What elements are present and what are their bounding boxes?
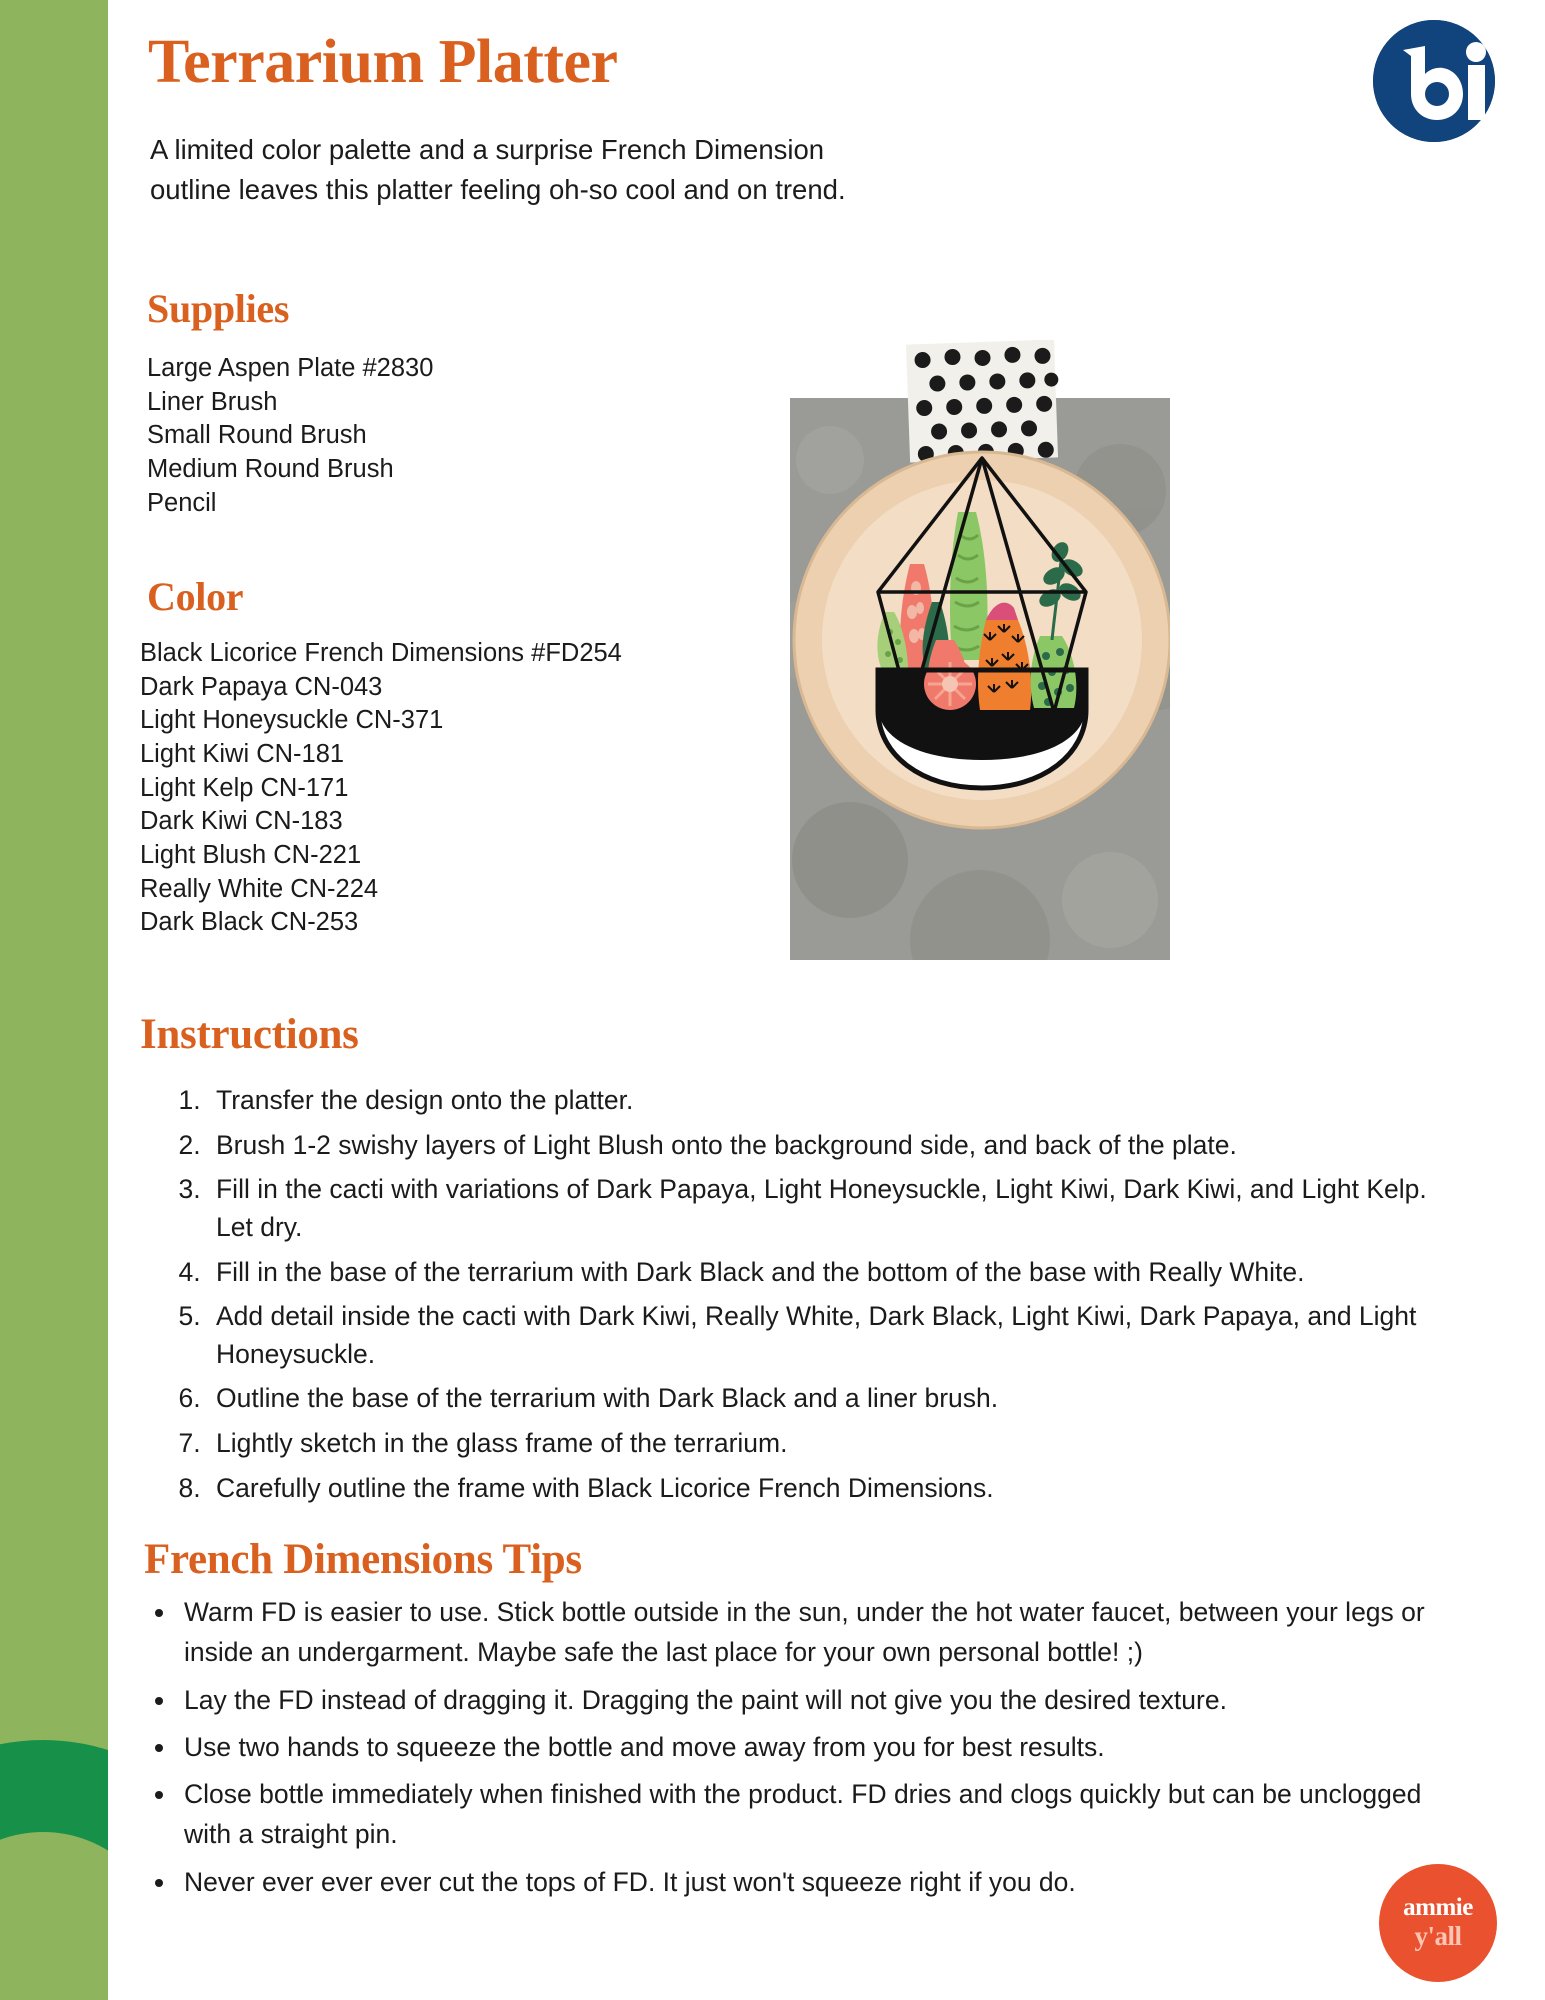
instruction-step: 6. Outline the base of the terrarium with Dark Black and a liner brush. (208, 1380, 1448, 1418)
instruction-step: 5. Add detail inside the cacti with Dark Kiwi, Really White, Dark Black, Light Kiwi, Dark Papaya, and Light Honeysuckle. (208, 1298, 1448, 1373)
fd-tip-item: • Warm FD is easier to use. Stick bottle outside in the sun, under the hot water faucet, between your legs or inside an undergarment. Maybe safe the last place for your own personal bottle! ;) (178, 1592, 1448, 1673)
supplies-heading: Supplies (147, 286, 290, 331)
supplies-item: Liner Brush (147, 387, 278, 416)
ammie-yall-logo (1379, 1864, 1497, 1982)
project-photo (790, 340, 1170, 960)
supplies-list (147, 352, 433, 520)
ammie-logo-line1: ammie (1403, 1894, 1473, 1922)
fd-tip-item: • Close bottle immediately when finished with the product. FD dries and clogs quickly but can be unclogged with a straight pin. (178, 1774, 1448, 1855)
instruction-step: 3. Fill in the cacti with variations of Dark Papaya, Light Honeysuckle, Light Kiwi, Dark Kiwi, and Light Kelp. Let dry. (208, 1171, 1448, 1246)
instruction-step: 8. Carefully outline the frame with Black Licorice French Dimensions. (208, 1470, 1448, 1508)
instruction-step: 4. Fill in the base of the terrarium with Dark Black and the bottom of the base with Really White. (208, 1254, 1448, 1292)
instruction-step: 2. Brush 1-2 swishy layers of Light Blush onto the background side, and back of the plate. (208, 1127, 1448, 1165)
instructions-heading: Instructions (140, 1011, 359, 1058)
instruction-step: 1. Transfer the design onto the platter. (208, 1082, 1448, 1120)
bi-logo-icon (1373, 20, 1495, 142)
color-list (140, 637, 622, 940)
color-item: Light Kelp CN-171 (140, 773, 349, 802)
supplies-item: Pencil (147, 488, 217, 517)
fd-tips-heading: French Dimensions Tips (144, 1536, 582, 1583)
color-item: Dark Papaya CN-043 (140, 672, 383, 701)
color-item: Black Licorice French Dimensions #FD254 (140, 639, 622, 667)
color-heading: Color (147, 574, 244, 619)
supplies-item: Large Aspen Plate #2830 (147, 354, 434, 382)
color-item: Dark Kiwi CN-183 (140, 807, 343, 836)
page-subtitle: A limited color palette and a surprise French Dimension outline leaves this platter feeling oh-so cool and on trend. (150, 134, 846, 205)
color-item: Really White CN-224 (140, 874, 379, 903)
supplies-item: Small Round Brush (147, 421, 367, 450)
fd-tip-item: • Never ever ever ever cut the tops of FD. It just won't squeeze right if you do. (178, 1862, 1448, 1902)
fd-tips-list (140, 1592, 1448, 1909)
fd-tip-item: • Use two hands to squeeze the bottle and move away from you for best results. (178, 1727, 1448, 1767)
instructions-list (168, 1082, 1448, 1514)
ammie-logo-line2: y'all (1414, 1921, 1462, 1952)
color-item: Dark Black CN-253 (140, 908, 359, 937)
page-title: Terrarium Platter (148, 28, 618, 96)
instruction-step: 7. Lightly sketch in the glass frame of the terrarium. (208, 1425, 1448, 1463)
color-item: Light Honeysuckle CN-371 (140, 706, 444, 735)
supplies-item: Medium Round Brush (147, 454, 394, 483)
fd-tip-item: • Lay the FD instead of dragging it. Dragging the paint will not give you the desired texture. (178, 1680, 1448, 1720)
color-item: Light Blush CN-221 (140, 840, 362, 869)
color-item: Light Kiwi CN-181 (140, 739, 345, 768)
